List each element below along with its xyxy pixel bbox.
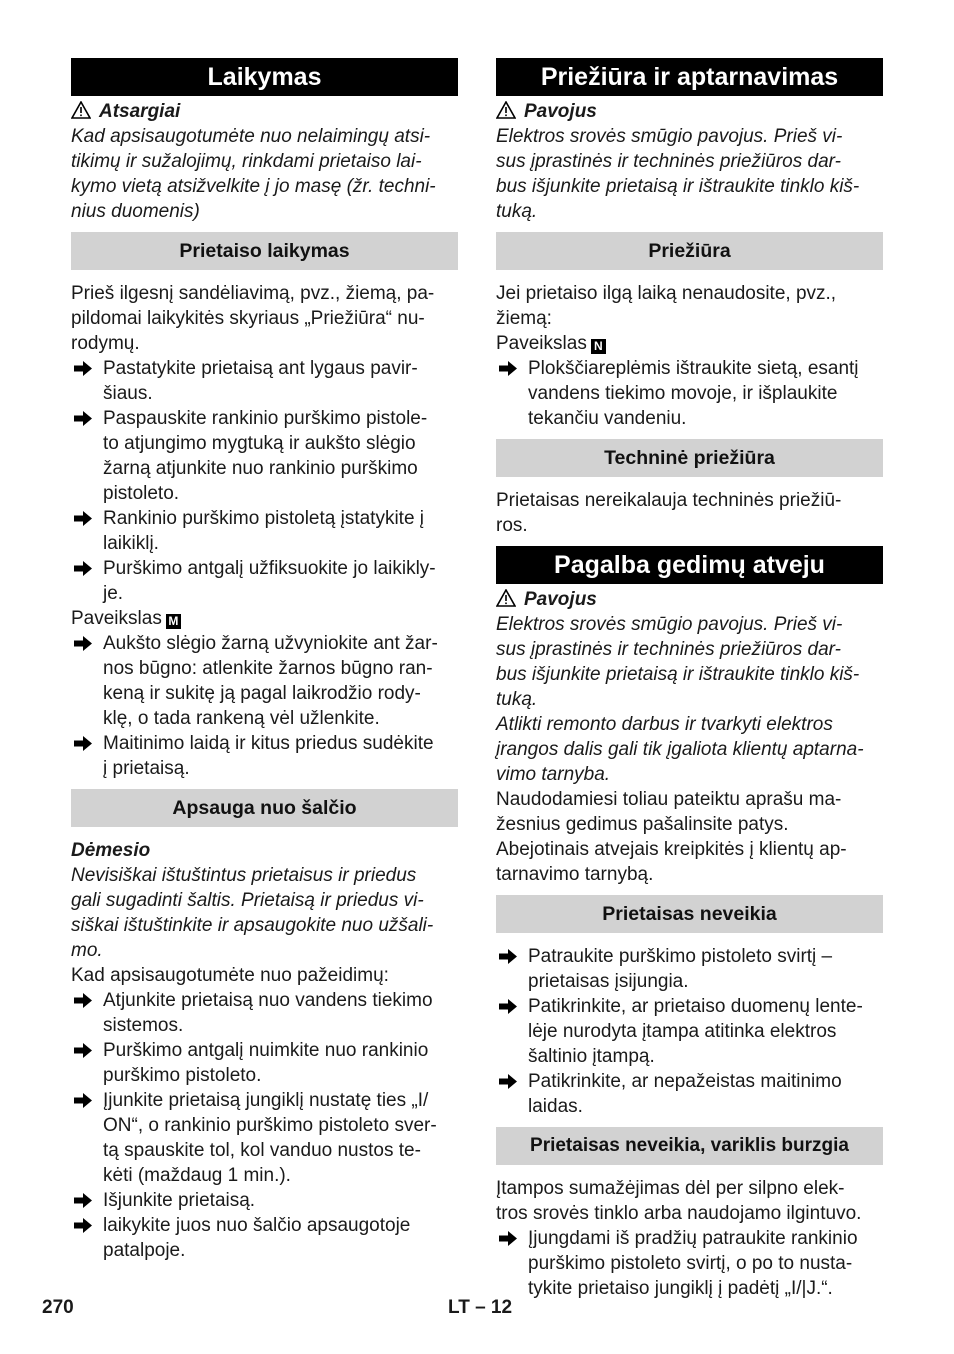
bullet-text-line: prietaisas įsijungia. <box>528 971 689 992</box>
warning-triangle-icon <box>496 589 516 607</box>
bullet-item <box>71 1213 458 1263</box>
arrow-right-icon <box>73 992 93 1009</box>
text-line: kymo vietą atsižvelkite į jo masę (žr. techni- <box>71 176 436 197</box>
bullet-text-line: Maitinimo laidą ir kitus priedus sudėkite <box>103 733 434 754</box>
arrow-right-icon <box>498 948 518 965</box>
text-line: Elektros srovės smūgio pavojus. Prieš vi- <box>496 126 843 147</box>
bullet-item <box>71 356 458 406</box>
text-line: tuką. <box>496 201 538 222</box>
arrow-right-icon <box>73 735 93 752</box>
heading-laikymas: Laikymas <box>71 58 458 96</box>
text-line: Prieš ilgesnį sandėliavimą, pvz., žiemą, pa- <box>71 283 435 304</box>
bullet-item <box>496 356 883 431</box>
intro-text: Kad apsisaugotumėte nuo pažeidimų: <box>71 965 389 986</box>
bullet-text-line: Atjunkite prietaisą nuo vandens tiekimo <box>103 990 433 1011</box>
bullet-text-line: Pastatykite prietaisą ant lygaus pavir- <box>103 358 418 379</box>
text-line: nius duomenis) <box>71 201 200 222</box>
arrow-right-icon <box>73 1092 93 1109</box>
figure-reference: Paveikslas N <box>496 331 883 356</box>
caution-label: Dėmesio <box>71 840 151 861</box>
bullet-text-line: Rankinio purškimo pistoletą įstatykite į <box>103 508 425 529</box>
bullet-text-line: nos būgno: atlenkite žarnos būgno ran- <box>103 658 433 679</box>
bullet-text-line: į prietaisą. <box>103 758 190 779</box>
bullet-text-line: Paspauskite rankinio purškimo pistole- <box>103 408 428 429</box>
arrow-right-icon <box>73 360 93 377</box>
warning-triangle-icon <box>496 101 516 119</box>
bullet-text-line: Įjungdami iš pradžių patraukite rankinio <box>528 1228 858 1249</box>
bullet-text-line: klę, o tada rankeną vėl užlenkite. <box>103 708 380 729</box>
text-line: Abejotinais atvejais kreipkitės į klientų ap- <box>496 839 847 860</box>
bullet-text-line: tekančiu vandeniu. <box>528 408 687 429</box>
body-text <box>496 787 883 887</box>
warning-atsargiai: Atsargiai <box>71 99 458 124</box>
text-line: Įtampos sumažėjimas dėl per silpno elek- <box>496 1178 845 1199</box>
bullet-item <box>71 1038 458 1088</box>
arrow-right-icon <box>73 1217 93 1234</box>
arrow-right-icon <box>498 360 518 377</box>
bullet-text-line: laikykite juos nuo šalčio apsaugotoje <box>103 1215 411 1236</box>
bullet-text-line: Patikrinkite, ar prietaiso duomenų lente- <box>528 996 863 1017</box>
bullet-text-line: tykite prietaiso jungiklį į padėtį „I/|J.“. <box>528 1278 833 1299</box>
arrow-right-icon <box>498 1230 518 1247</box>
text-line: žiemą: <box>496 308 552 329</box>
bullet-item <box>71 1188 458 1213</box>
bullet-text-line: laidas. <box>528 1096 583 1117</box>
bullet-text-line: šaltinio įtampą. <box>528 1046 655 1067</box>
heading-variklis-burzgia: Prietaisas neveikia, variklis burzgia <box>496 1127 883 1165</box>
bullet-item <box>496 1069 883 1119</box>
text-line: Atlikti remonto darbus ir tvarkyti elektros <box>496 714 833 735</box>
warning-pavojus: Pavojus <box>496 587 883 612</box>
arrow-right-icon <box>73 635 93 652</box>
text-line: Nevisiškai ištuštintus prietaisus ir priedus <box>71 865 417 886</box>
arrow-right-icon <box>73 1042 93 1059</box>
bullet-text-line: tą spauskite tol, kol vanduo nustos te- <box>103 1140 421 1161</box>
bullet-text-line: šiaus. <box>103 383 153 404</box>
bullet-text-line: sistemos. <box>103 1015 184 1036</box>
bullet-list <box>496 356 883 431</box>
figure-badge: N <box>591 339 606 354</box>
bullet-text-line: Aukšto slėgio žarną užvyniokite ant žar- <box>103 633 438 654</box>
figure-reference: Paveikslas M <box>71 606 458 631</box>
text-line: vimo tarnyba. <box>496 764 611 785</box>
heading-prietaisas-neveikia: Prietaisas neveikia <box>496 895 883 933</box>
bullet-item <box>496 994 883 1069</box>
text-line: Kad apsisaugotumėte nuo nelaimingų atsi- <box>71 126 431 147</box>
bullet-item <box>71 556 458 606</box>
text-line: sus įprastinės ir techninės priežiūros dar- <box>496 639 841 660</box>
language-page-label: LT – 12 <box>448 1297 513 1318</box>
arrow-right-icon <box>73 510 93 527</box>
bullet-item <box>71 631 458 731</box>
arrow-right-icon <box>73 560 93 577</box>
bullet-text-line: laikiklį. <box>103 533 159 554</box>
bullet-text-line: purškimo pistoleto. <box>103 1065 262 1086</box>
bullet-text-line: Patikrinkite, ar nepažeistas maitinimo <box>528 1071 842 1092</box>
text-line: Jei prietaiso ilgą laiką nenaudosite, pvz., <box>496 283 837 304</box>
bullet-text-line: pistoleto. <box>103 483 180 504</box>
text-line: ros. <box>496 515 528 536</box>
bullet-item <box>71 988 458 1038</box>
warning-triangle-icon <box>71 101 91 119</box>
body-text <box>496 1176 883 1226</box>
warning-text <box>496 612 883 787</box>
bullet-text-line: je. <box>103 583 124 604</box>
text-line: tarnavimo tarnybą. <box>496 864 654 885</box>
intro-text <box>496 281 883 331</box>
warning-text <box>71 124 458 224</box>
bullet-text-line: kėti (maždaug 1 min.). <box>103 1165 291 1186</box>
left-column <box>71 58 458 1263</box>
text-line: tros srovės tinklo arba naudojamo ilgintuvo. <box>496 1203 862 1224</box>
bullet-list <box>71 988 458 1263</box>
text-line: žesnius gedimus pašalinsite patys. <box>496 814 789 835</box>
bullet-text-line: keną ir sukitę ją pagal laikrodžio rody- <box>103 683 421 704</box>
text-line: Prietaisas nereikalauja techninės priežiū- <box>496 490 842 511</box>
right-column <box>496 58 883 1301</box>
bullet-item <box>496 1226 883 1301</box>
text-line: tuką. <box>496 689 538 710</box>
text-line: Elektros srovės smūgio pavojus. Prieš vi- <box>496 614 843 635</box>
figure-badge: M <box>166 614 181 629</box>
text-line: rodymų. <box>71 333 140 354</box>
bullet-text-line: to atjungimo mygtuką ir aukšto slėgio <box>103 433 416 454</box>
bullet-text-line: Įjunkite prietaisą jungiklį nustatę ties „I/ <box>103 1090 429 1111</box>
text-line: gali sugadinti šaltis. Prietaisą ir priedus vi- <box>71 890 424 911</box>
arrow-right-icon <box>498 998 518 1015</box>
text-line: pildomai laikykitės skyriaus „Priežiūra“ nu- <box>71 308 425 329</box>
heading-prieziura-ir-aptarnavimas: Priežiūra ir aptarnavimas <box>496 58 883 96</box>
bullet-text-line: vandens tiekimo movoje, ir išplaukite <box>528 383 838 404</box>
bullet-text-line: purškimo pistoleto svirtį, o po to nusta- <box>528 1253 853 1274</box>
bullet-list <box>496 944 883 1119</box>
heading-pagalba: Pagalba gedimų atveju <box>496 546 883 584</box>
text-line: tikimų ir sužalojimų, rinkdami prietaiso lai- <box>71 151 422 172</box>
warning-pavojus: Pavojus <box>496 99 883 124</box>
text-line: sus įprastinės ir techninės priežiūros dar- <box>496 151 841 172</box>
warning-text <box>496 124 883 224</box>
text-line: bus išjunkite prietaisą ir ištraukite tinklo kiš- <box>496 664 860 685</box>
bullet-list <box>496 1226 883 1301</box>
bullet-item <box>71 1088 458 1188</box>
arrow-right-icon <box>73 1192 93 1209</box>
heading-prieziura: Priežiūra <box>496 232 883 270</box>
body-text <box>496 488 883 538</box>
bullet-text-line: lėje nurodyta įtampa atitinka elektros <box>528 1021 837 1042</box>
bullet-item <box>71 406 458 506</box>
intro-text <box>71 281 458 356</box>
text-line: įrangos dalis gali tik įgaliota klientų aptarna- <box>496 739 864 760</box>
bullet-text-line: Išjunkite prietaisą. <box>103 1190 256 1211</box>
bullet-list <box>71 631 458 781</box>
bullet-text-line: Plokščiareplėmis ištraukite sietą, esantį <box>528 358 859 379</box>
bullet-item <box>496 944 883 994</box>
bullet-text-line: patalpoje. <box>103 1240 186 1261</box>
text-line: mo. <box>71 940 103 961</box>
heading-technine-prieziura: Techninė priežiūra <box>496 439 883 477</box>
bullet-item <box>71 731 458 781</box>
bullet-text-line: Patraukite purškimo pistoleto svirtį – <box>528 946 833 967</box>
heading-apsauga: Apsauga nuo šalčio <box>71 789 458 827</box>
text-line: bus išjunkite prietaisą ir ištraukite tinklo kiš- <box>496 176 860 197</box>
bullet-item <box>71 506 458 556</box>
caution-text <box>71 863 458 963</box>
heading-prietaiso-laikymas: Prietaiso laikymas <box>71 232 458 270</box>
bullet-text-line: Purškimo antgalį užfiksuokite jo laikikly- <box>103 558 436 579</box>
bullet-text-line: žarną atjunkite nuo rankinio purškimo <box>103 458 418 479</box>
bullet-list <box>71 356 458 606</box>
arrow-right-icon <box>498 1073 518 1090</box>
text-line: siškai ištuštinkite ir apsaugokite nuo užšali- <box>71 915 434 936</box>
bullet-text-line: ON“, o rankinio purškimo pistoleto sver- <box>103 1115 437 1136</box>
bullet-text-line: Purškimo antgalį nuimkite nuo rankinio <box>103 1040 429 1061</box>
text-line: Naudodamiesi toliau pateiktu aprašu ma- <box>496 789 842 810</box>
arrow-right-icon <box>73 410 93 427</box>
page-number: 270 <box>42 1297 74 1318</box>
